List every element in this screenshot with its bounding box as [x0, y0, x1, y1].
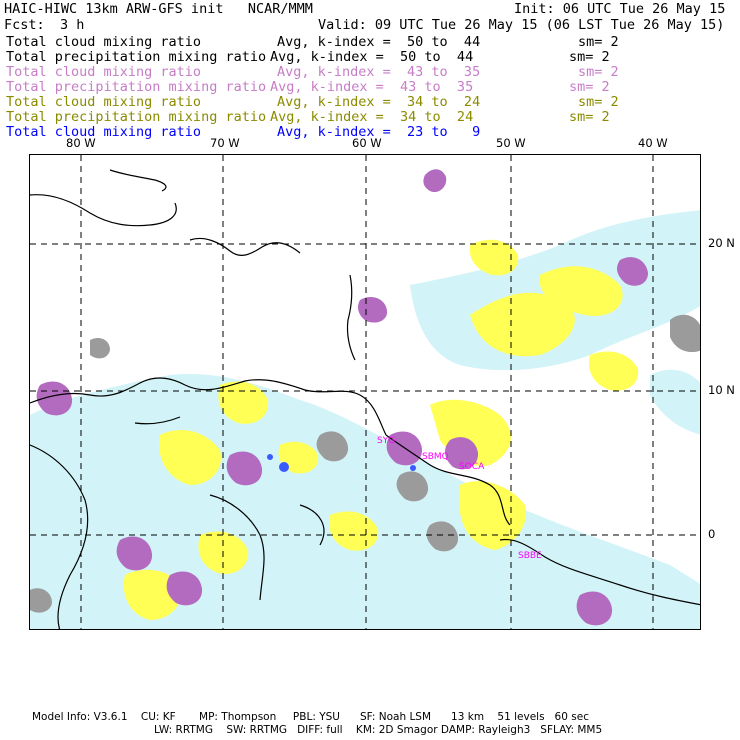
station-label-syg: SYG	[377, 436, 396, 446]
map-title: HAIC-HIWC 13km ARW-GFS init NCAR/MMM	[4, 1, 313, 17]
legend-sm: sm= 2	[569, 49, 610, 65]
legend-sm: sm= 2	[569, 79, 610, 95]
legend-field: Total precipitation mixing ratio	[6, 49, 267, 65]
lat-label: 10 N	[708, 383, 735, 397]
legend-field: Total precipitation mixing ratio	[6, 109, 267, 125]
legend-row	[6, 80, 266, 95]
map-panel	[29, 154, 701, 630]
legend-sm: sm= 2	[578, 94, 619, 110]
station-label-soca: SOCA	[459, 462, 485, 472]
legend-avg: Avg, k-index = 34 to 24	[277, 94, 481, 110]
legend-row	[6, 50, 266, 65]
lat-label: 20 N	[708, 236, 735, 250]
legend-field: Total cloud mixing ratio	[6, 124, 202, 140]
legend-row	[6, 95, 201, 110]
legend-sm: sm= 2	[578, 64, 619, 80]
legend-field: Total cloud mixing ratio	[6, 94, 202, 110]
model-info-line2: LW: RRTMG SW: RRTMG DIFF: full KM: 2D Smagor DAMP: Rayleigh3 SFLAY: MM5	[154, 724, 603, 736]
forecast-label: Fcst:	[4, 17, 45, 33]
legend-field: Total cloud mixing ratio	[6, 34, 202, 50]
legend-sm: sm= 2	[569, 109, 610, 125]
station-label-sbbe: SBBE	[518, 551, 542, 561]
legend-avg: Avg, k-index = 43 to 35	[277, 64, 481, 80]
init-time: Init: 06 UTC Tue 26 May 15	[514, 1, 726, 17]
legend-avg: Avg, k-index = 23 to 9	[277, 124, 481, 140]
legend-avg: Avg, k-index = 34 to 24	[270, 109, 474, 125]
map-canvas	[30, 155, 701, 630]
legend-field: Total cloud mixing ratio	[6, 64, 202, 80]
legend-row	[6, 35, 201, 50]
lat-label: 0	[708, 527, 716, 541]
legend-field: Total precipitation mixing ratio	[6, 79, 267, 95]
lon-label: 40 W	[638, 136, 668, 150]
lon-label: 50 W	[496, 136, 526, 150]
legend-row	[6, 110, 266, 125]
legend-sm: sm= 2	[578, 34, 619, 50]
legend-avg: Avg, k-index = 50 to 44	[270, 49, 474, 65]
model-info-line1: Model Info: V3.6.1 CU: KF MP: Thompson PBL: YSU SF: Noah LSM 13 km 51 levels 60 sec	[32, 711, 589, 723]
legend-avg: Avg, k-index = 43 to 35	[270, 79, 474, 95]
legend-row	[6, 125, 201, 140]
legend-row	[6, 65, 201, 80]
lon-label: 80 W	[66, 136, 96, 150]
valid-time: Valid: 09 UTC Tue 26 May 15 (06 LST Tue 26 May 15)	[318, 17, 725, 33]
forecast-hour: 3 h	[60, 17, 85, 33]
station-label-sbmq: SBMQ	[422, 452, 449, 462]
lon-label: 60 W	[352, 136, 382, 150]
lon-label: 70 W	[210, 136, 240, 150]
legend-avg: Avg, k-index = 50 to 44	[277, 34, 481, 50]
